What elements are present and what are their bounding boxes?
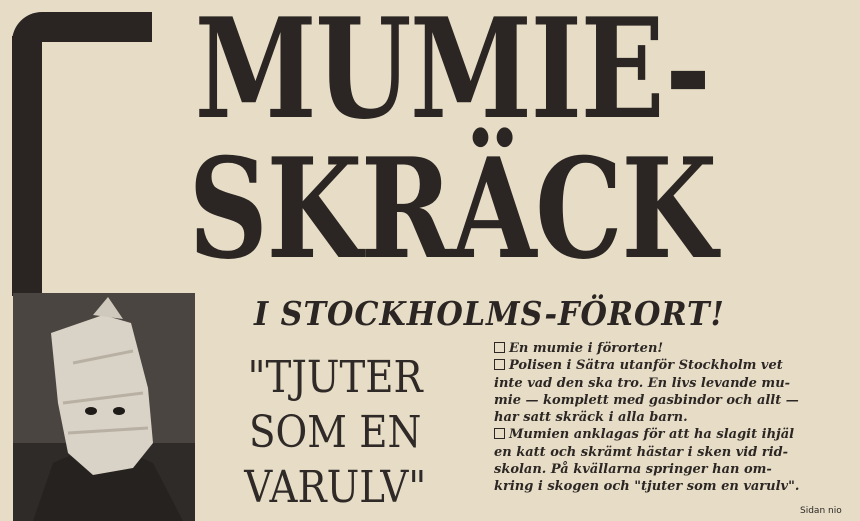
body-line: har satt skräck i alla barn. <box>494 410 688 426</box>
body-text: Mumien anklagas för att ha slagit ihjäl <box>509 427 795 443</box>
quote-line-1: "TJUTER <box>247 352 423 403</box>
body-line: kring i skogen och "tjuter som en varulv". <box>494 479 800 495</box>
body-text: Polisen i Sätra utanför Stockholm vet <box>509 358 783 374</box>
bullet-box-icon <box>494 342 505 353</box>
headline-line-1: MUMIE- <box>194 0 710 150</box>
vertical-rule <box>12 36 42 296</box>
bullet-box-icon <box>494 428 505 439</box>
mummy-figure <box>13 293 195 521</box>
quote-line-2: SOM EN <box>249 407 422 458</box>
page-reference: Sidan nio <box>800 506 842 516</box>
body-text: En mumie i förorten! <box>509 341 664 356</box>
corner-rule-inner <box>42 42 62 62</box>
body-line <box>494 340 848 357</box>
mummy-photo <box>13 293 195 521</box>
headline-line-2: SKRÄCK <box>188 127 716 290</box>
subheadline: I STOCKHOLMS-FÖRORT! <box>254 294 725 333</box>
body-line: en katt och skrämt hästar i sken vid rid- <box>494 444 789 460</box>
body-line <box>494 426 848 443</box>
body-line: inte vad den ska tro. En livs levande mu- <box>494 375 791 391</box>
quote-line-3: VARULV" <box>244 462 427 513</box>
bullet-box-icon <box>494 359 505 370</box>
quote-block <box>212 350 458 515</box>
article-body <box>494 340 848 496</box>
body-line: mie — komplett med gasbindor och allt — <box>494 392 799 408</box>
body-line: skolan. På kvällarna springer han om- <box>494 462 772 478</box>
body-line <box>494 357 848 374</box>
